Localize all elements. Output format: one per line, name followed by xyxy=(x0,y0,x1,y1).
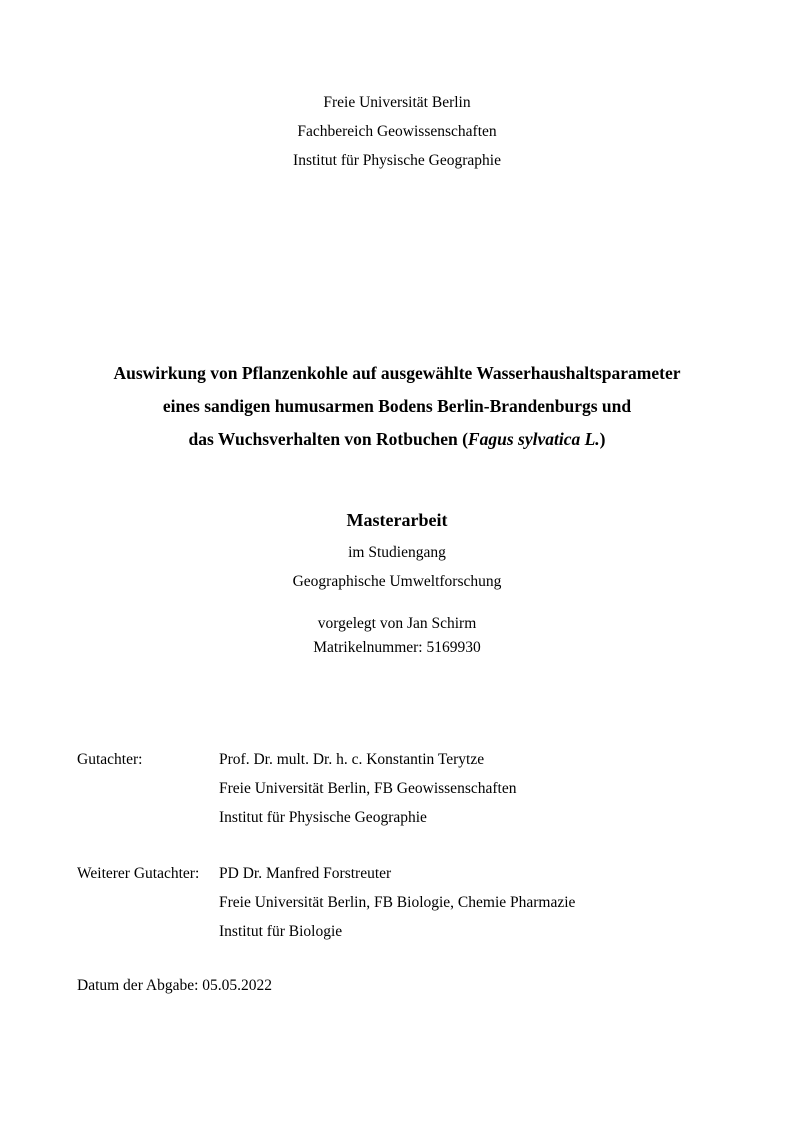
thesis-title-line-2: eines sandigen humusarmen Bodens Berlin-Brandenburgs und xyxy=(162,396,632,416)
reviewer-row-secondary xyxy=(77,859,754,946)
reviewer-institute: Institut für Physische Geographie xyxy=(219,809,427,826)
program-name: Geographische Umweltforschung xyxy=(292,573,502,590)
reviewer-institute: Institut für Biologie xyxy=(219,923,343,940)
reviewer-affiliation: Freie Universität Berlin, FB Geowissenschaften xyxy=(219,780,517,797)
institute-name: Institut für Physische Geographie xyxy=(293,152,501,169)
reviewer-label: Gutachter: xyxy=(77,751,143,768)
reviewer-row-primary xyxy=(77,745,754,832)
thesis-type: Masterarbeit xyxy=(346,510,448,530)
program-intro: im Studiengang xyxy=(348,544,446,561)
thesis-title-line-1: Auswirkung von Pflanzenkohle auf ausgewählte Wasserhaushaltsparameter xyxy=(113,363,681,383)
reviewer-affiliation: Freie Universität Berlin, FB Biologie, Chemie Pharmazie xyxy=(219,894,576,911)
reviewer-label: Weiterer Gutachter: xyxy=(77,865,200,882)
thesis-title-line-3-prefix: das Wuchsverhalten von Rotbuchen ( xyxy=(188,429,468,449)
thesis-title-line-3-suffix: ) xyxy=(599,429,606,449)
author-block xyxy=(0,612,794,659)
submitted-by: vorgelegt von Jan Schirm xyxy=(317,615,477,632)
study-program xyxy=(0,538,794,596)
submission-date: Datum der Abgabe: 05.05.2022 xyxy=(77,977,273,994)
reviewer-details xyxy=(219,745,754,832)
department-name: Fachbereich Geowissenschaften xyxy=(297,123,497,140)
thesis-title-line-3 xyxy=(0,423,794,456)
species-name: Fagus sylvatica L. xyxy=(467,429,600,449)
reviewer-name: Prof. Dr. mult. Dr. h. c. Konstantin Terytze xyxy=(219,751,485,768)
thesis-title xyxy=(0,357,794,456)
reviewer-name: PD Dr. Manfred Forstreuter xyxy=(219,865,392,882)
matriculation-number: Matrikelnummer: 5169930 xyxy=(313,638,481,656)
reviewer-details xyxy=(219,859,754,946)
university-header xyxy=(0,88,794,175)
university-name: Freie Universität Berlin xyxy=(323,94,471,111)
